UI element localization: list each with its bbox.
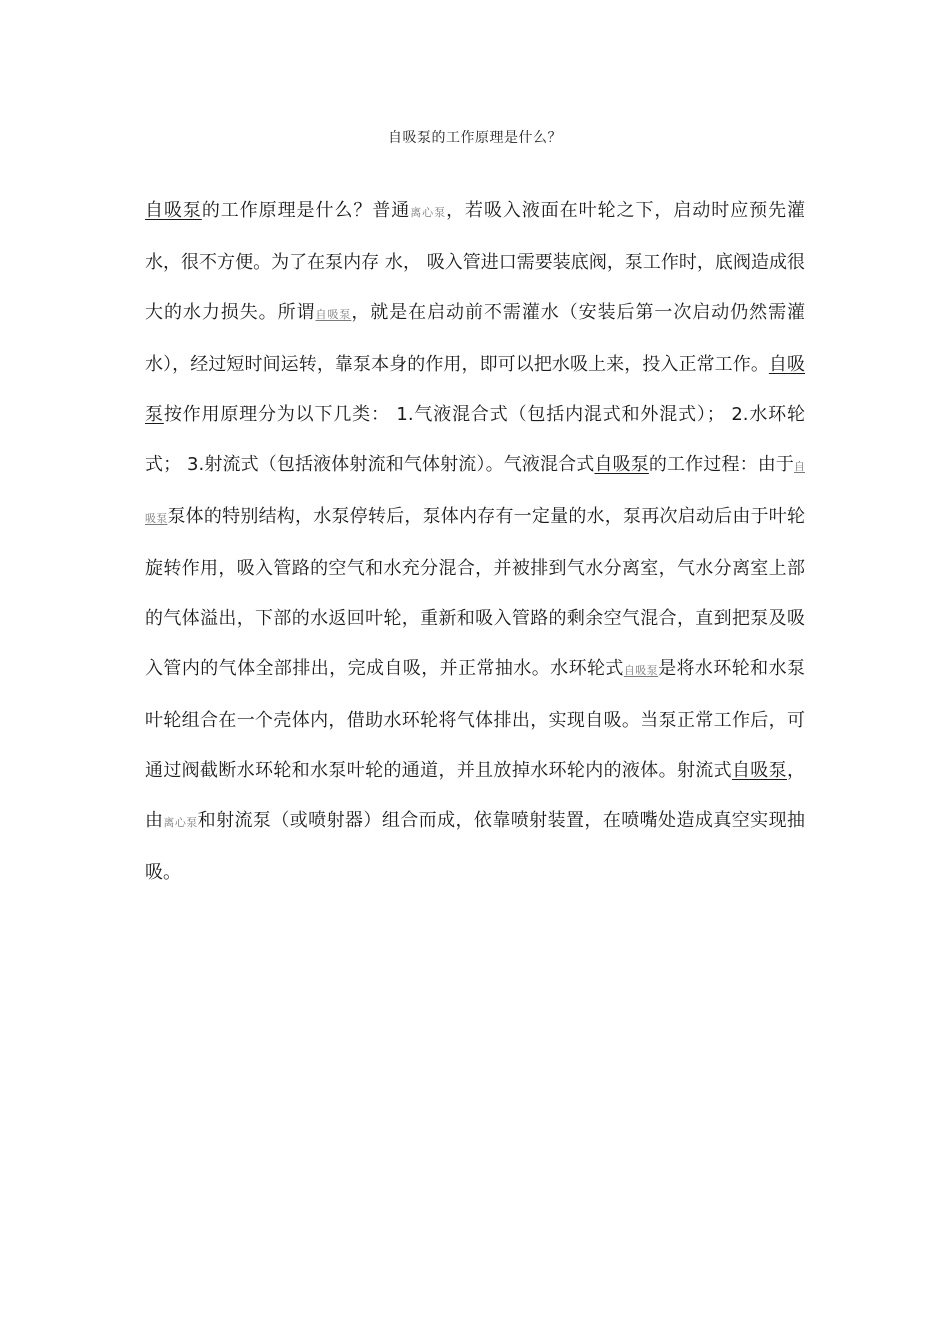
- body-text-segment: ，由: [145, 760, 805, 831]
- body-text-segment: 和射流泵（或喷射器）组合而成，依靠喷射装置，在喷嘴处造成真空实现抽吸。: [145, 810, 806, 883]
- link-self-priming-pump-small[interactable]: 自吸泵: [145, 460, 806, 525]
- link-self-priming-pump[interactable]: 自吸泵: [145, 200, 202, 221]
- inline-term-centrifugal-pump: 离心泵: [410, 206, 447, 219]
- document-body: [145, 186, 805, 898]
- link-self-priming-pump-small[interactable]: 自吸泵: [623, 664, 659, 677]
- body-text-segment: ，就是在启动前不需灌水（安装后第一次启动仍然需灌水），经过短时间运转，靠泵本身的作用，即可以把水吸上来，投入正常工作。: [145, 302, 806, 375]
- body-text-segment: 是将水环轮和水泵叶轮组合在一个壳体内，借助水环轮将气体排出，实现自吸。当泵正常工作后，可通过阀截断水环轮和水泵叶轮的通道，并且放掉水环轮内的液体。射流式: [145, 658, 806, 781]
- body-text-segment: ，若吸入液面在叶轮之下，启动时应预先灌水，很不方便。为了在泵内存 水， 吸入管进口需要装底阀，泵工作时，底阀造成很大的水力损失。所谓: [145, 200, 806, 323]
- link-self-priming-pump[interactable]: 自吸泵: [731, 760, 787, 781]
- link-self-priming-pump[interactable]: 自吸泵: [145, 354, 806, 425]
- document-title: 自吸泵的工作原理是什么？: [388, 130, 562, 146]
- body-text-segment: 按作用原理分为以下几类： 1.气液混合式（包括内混式和外混式）； 2.水环轮式； 3.射流式（包括液体射流和气体射流）。气液混合式: [145, 404, 806, 475]
- link-self-priming-pump-small[interactable]: 自吸泵: [315, 308, 352, 321]
- link-self-priming-pump[interactable]: 自吸泵: [594, 454, 649, 475]
- inline-term-centrifugal-pump: 离心泵: [163, 816, 198, 829]
- body-text-segment: 的工作过程：由于: [648, 454, 795, 475]
- body-text-segment: 的工作原理是什么？普通: [201, 200, 411, 221]
- body-text-segment: 泵体的特别结构，水泵停转后，泵体内存有一定量的水，泵再次启动后由于叶轮旋转作用，吸入管路的空气和水充分混合，并被排到气水分离室，气水分离室上部的气体溢出，下部的水返回叶轮，重新和吸入管路的剩余空气混合，直到把泵及吸入管内的气体全部排出，完成自吸，并正常抽水。水环轮式: [145, 506, 806, 679]
